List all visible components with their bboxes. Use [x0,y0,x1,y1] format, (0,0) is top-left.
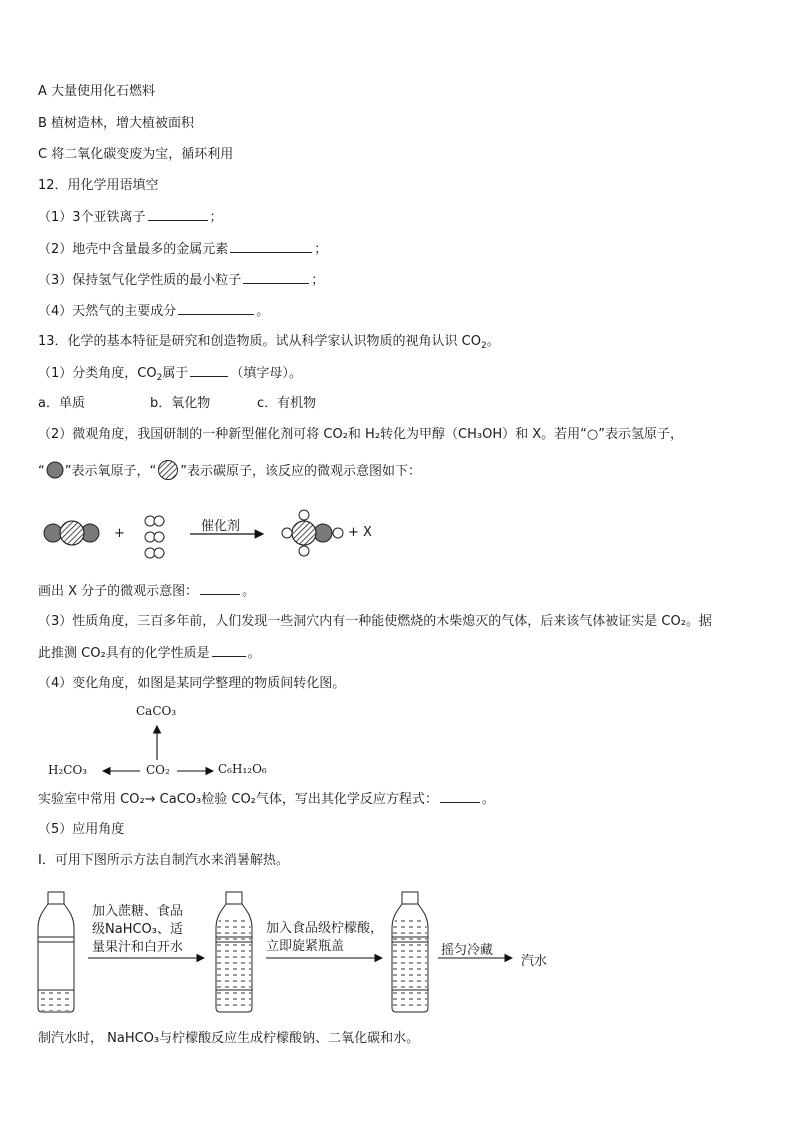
draw-x-prompt [38,582,255,601]
answer-blank[interactable] [148,208,208,221]
q13-title-end: 。 [486,334,500,349]
q13-part3-end: 。 [247,646,261,661]
roman-1: Ⅰ．可用下图所示方法自制汽水来消暑解热。 [38,853,289,868]
q13-part1-sub: 2 [156,373,163,383]
carbon-atom-icon [156,460,180,480]
option-b: B 植树造林，增大植被面积 [38,116,195,131]
step2-label [266,920,383,956]
q13-part3-line2 [38,644,261,663]
q12-part1-end: ； [209,210,223,225]
lab-question-text: 实验室中常用 CO₂→ CaCO₃检验 CO₂气体，写出其化学反应方程式： [38,792,438,807]
q12-part3 [38,271,324,290]
q13-title-sub: 2 [480,341,487,351]
q12-part1 [38,208,223,227]
plus-sign: + [114,526,125,541]
choice-c: c．有机物 [257,396,317,411]
answer-blank[interactable] [230,240,312,253]
draw-x-text: 画出 X 分子的微观示意图： [38,584,199,599]
choice-a: a．单质 [38,396,85,411]
q13-title [38,333,500,351]
result-label: 汽水 [521,954,548,969]
h2-molecules [145,516,164,558]
option-a: A 大量使用化石燃料 [38,84,156,99]
bottle-empty [38,892,74,1012]
q12-part4-end: 。 [256,304,270,319]
catalyst-label: 催化剂 [201,519,241,534]
answer-blank[interactable] [200,582,240,595]
caco3-label: CaCO₃ [136,704,177,718]
step1-line3: 量果汁和白开水 [92,940,184,955]
co2-molecule [44,521,99,545]
q12-part4 [38,302,269,321]
option-c: C 将二氧化碳变废为宝，循环利用 [38,147,234,162]
answer-blank[interactable] [178,302,254,315]
q13-part5: （5）应用角度 [38,822,125,837]
q13-part2-line1: （2）微观角度，我国研制的一种新型催化剂可将 CO₂和 H₂转化为甲醇（CH₃OH）和 X。若用“○”表示氢原子， [38,427,683,442]
q12-part4-text: （4）天然气的主要成分 [38,304,177,319]
lab-question-end: 。 [481,792,495,807]
q12-part2 [38,240,327,259]
legend-carbon-text: ”表示碳原子，该反应的微观示意图如下： [180,464,421,479]
q12-part3-end: ； [311,273,325,288]
q13-part1-text-b: 属于 [162,366,189,381]
oxygen-atom-icon [45,461,65,479]
bottle-filled [216,892,252,1012]
step1-line2: 级NaHCO₃、适 [92,922,183,937]
glucose-label: C₆H₁₂O₆ [218,762,267,776]
answer-blank[interactable] [212,644,246,657]
step2-line1: 加入食品级柠檬酸， [266,921,384,936]
q13-choices [38,395,316,413]
final-line: 制汽水时， NaHCO₃与柠檬酸反应生成柠檬酸钠、二氧化碳和水。 [38,1031,420,1046]
answer-blank[interactable] [190,364,228,377]
q13-part1-text: （1）分类角度，CO [38,366,157,381]
step3-label: 摇匀冷藏 [441,943,494,958]
methanol-molecule [282,510,343,556]
quote-open: “ [38,464,45,479]
product-x: + X [348,525,372,540]
draw-x-end: 。 [242,584,256,599]
q13-part1-text-c: （填字母）。 [230,366,302,381]
q12-title: 12．用化学用语填空 [38,178,159,193]
q12-part3-text: （3）保持氢气化学性质的最小粒子 [38,273,242,288]
answer-blank[interactable] [440,790,480,803]
choice-b: b．氧化物 [150,396,211,411]
legend-oxygen-text: ”表示氧原子，“ [64,464,157,479]
q12-part2-text: （2）地壳中含量最多的金属元素 [38,242,229,257]
lab-question [38,790,495,809]
q12-part2-end: ； [314,242,328,257]
q12-part1-text: （1）3个亚铁离子 [38,210,146,225]
answer-blank[interactable] [243,271,309,284]
q13-part1 [38,364,302,383]
h2co3-label: H₂CO₃ [48,763,88,777]
step1-label [92,903,183,957]
step1-line1: 加入蔗糖、食品 [92,904,184,919]
q13-title-text: 13．化学的基本特征是研究和创造物质。试从科学家认识物质的视角认识 CO [38,334,481,349]
q13-part3-text: 此推测 CO₂具有的化学性质是 [38,646,210,661]
co2-label: CO₂ [146,763,170,777]
bottle-sealed [392,892,428,1012]
q13-part3-line1: （3）性质角度，三百多年前，人们发现一些洞穴内有一种能使燃烧的木柴熄灭的气体，后来该气体被证实是 CO₂。据 [38,614,712,629]
q13-part4: （4）变化角度，如图是某同学整理的物质间转化图。 [38,676,346,691]
step2-line2: 立即旋紧瓶盖 [266,939,345,954]
q13-part2-line2 [38,460,421,481]
